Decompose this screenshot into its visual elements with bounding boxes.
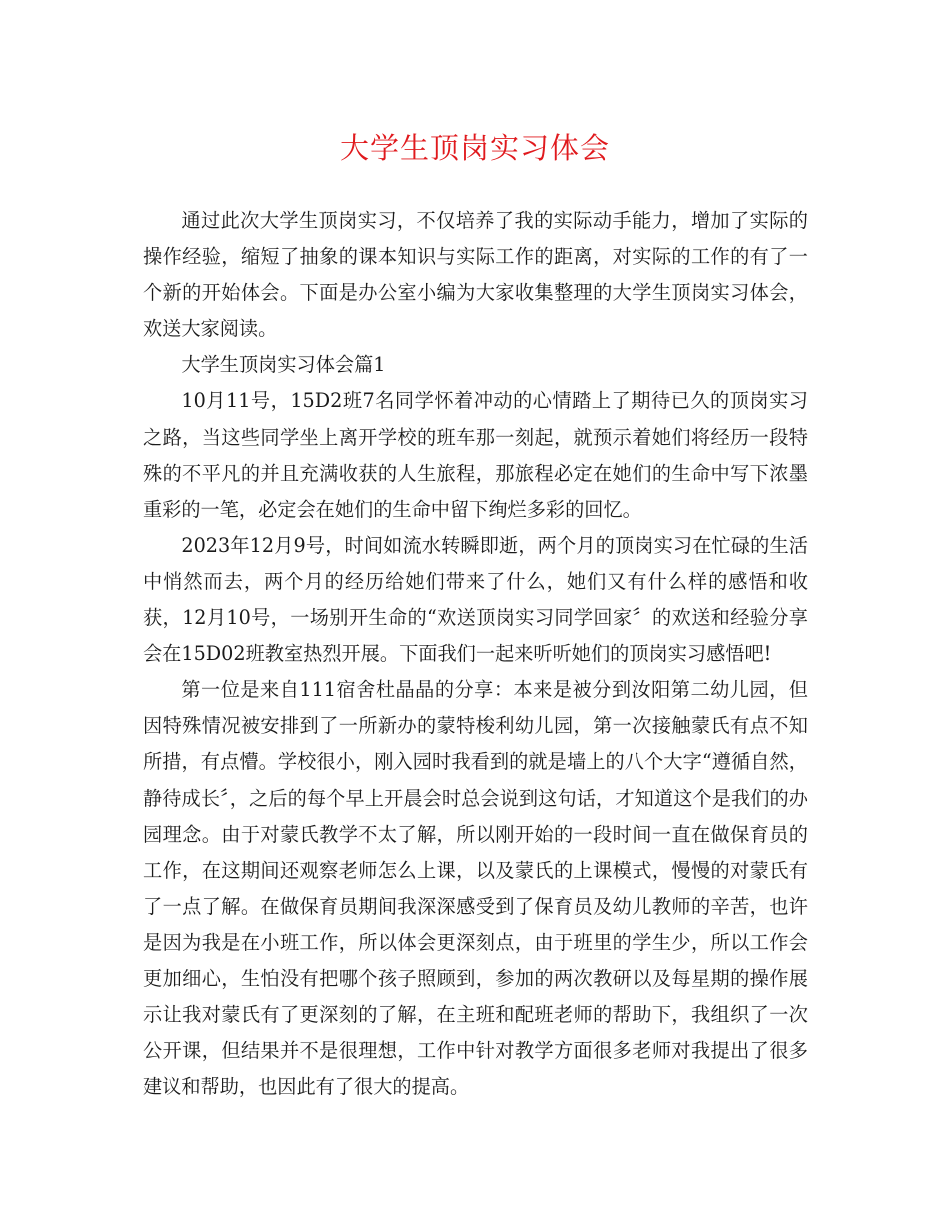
paragraph-return: 2023年12月9号，时间如流水转瞬即逝，两个月的顶岗实习在忙碌的生活中悄然而去，两个月的经历给她们带来了什么，她们又有什么样的感悟和收获，12月10号，一场别开生命的“欢送顶岗实习同学回家〞的欢送和经验分享会在15D02班教室热烈开展。下面我们一起来听听她们的顶岗实习感悟吧!: [143, 533, 808, 666]
page-title: 大学生顶岗实习体会: [339, 131, 610, 165]
section-heading: 大学生顶岗实习体会篇1: [181, 353, 386, 377]
paragraph-departure: 10月11号，15D2班7名同学怀着冲动的心情踏上了期待已久的顶岗实习之路，当这些同学坐上离开学校的班车那一刻起，就预示着她们将经历一段特殊的不平凡的并且充满收获的人生旅程，那旅程必定在她们的生命中写下浓墨重彩的一笔，必定会在她们的生命中留下绚烂多彩的回忆。: [143, 389, 808, 521]
intro-paragraph: 通过此次大学生顶岗实习，不仅培养了我的实际动手能力，增加了实际的操作经验，缩短了抽象的课本知识与实际工作的距离，对实际的工作的有了一个新的开始体会。下面是办公室小编为大家收集整理的大学生顶岗实习体会，欢送大家阅读。: [143, 209, 808, 341]
paragraph-sharing: 第一位是来自111宿舍杜晶晶的分享：本来是被分到汝阳第二幼儿园，但因特殊情况被安排到了一所新办的蒙特梭利幼儿园，第一次接触蒙氏有点不知所措，有点懵。学校很小，刚入园时我看到的就是墙上的八个大字“遵循自然，静待成长〞，之后的每个早上开晨会时总会说到这句话，才知道这个是我们的办园理念。由于对蒙氏教学不太了解，所以刚开始的一段时间一直在做保育员的工作，在这期间还观察老师怎么上课，以及蒙氏的上课模式，慢慢的对蒙氏有了一点了解。在做保育员期间我深深感受到了保育员及幼儿教师的辛苦，也许是因为我是在小班工作，所以体会更深刻点，由于班里的学生少，所以工作会更加细心，生怕没有把哪个孩子照顾到，参加的两次教研以及每星期的操作展示让我对蒙氏有了更深刻的了解，在主班和配班老师的帮助下，我组织了一次公开课，但结果并不是很理想，工作中针对教学方面很多老师对我提出了很多建议和帮助，也因此有了很大的提高。: [143, 678, 808, 1099]
document-body: [143, 203, 808, 1105]
